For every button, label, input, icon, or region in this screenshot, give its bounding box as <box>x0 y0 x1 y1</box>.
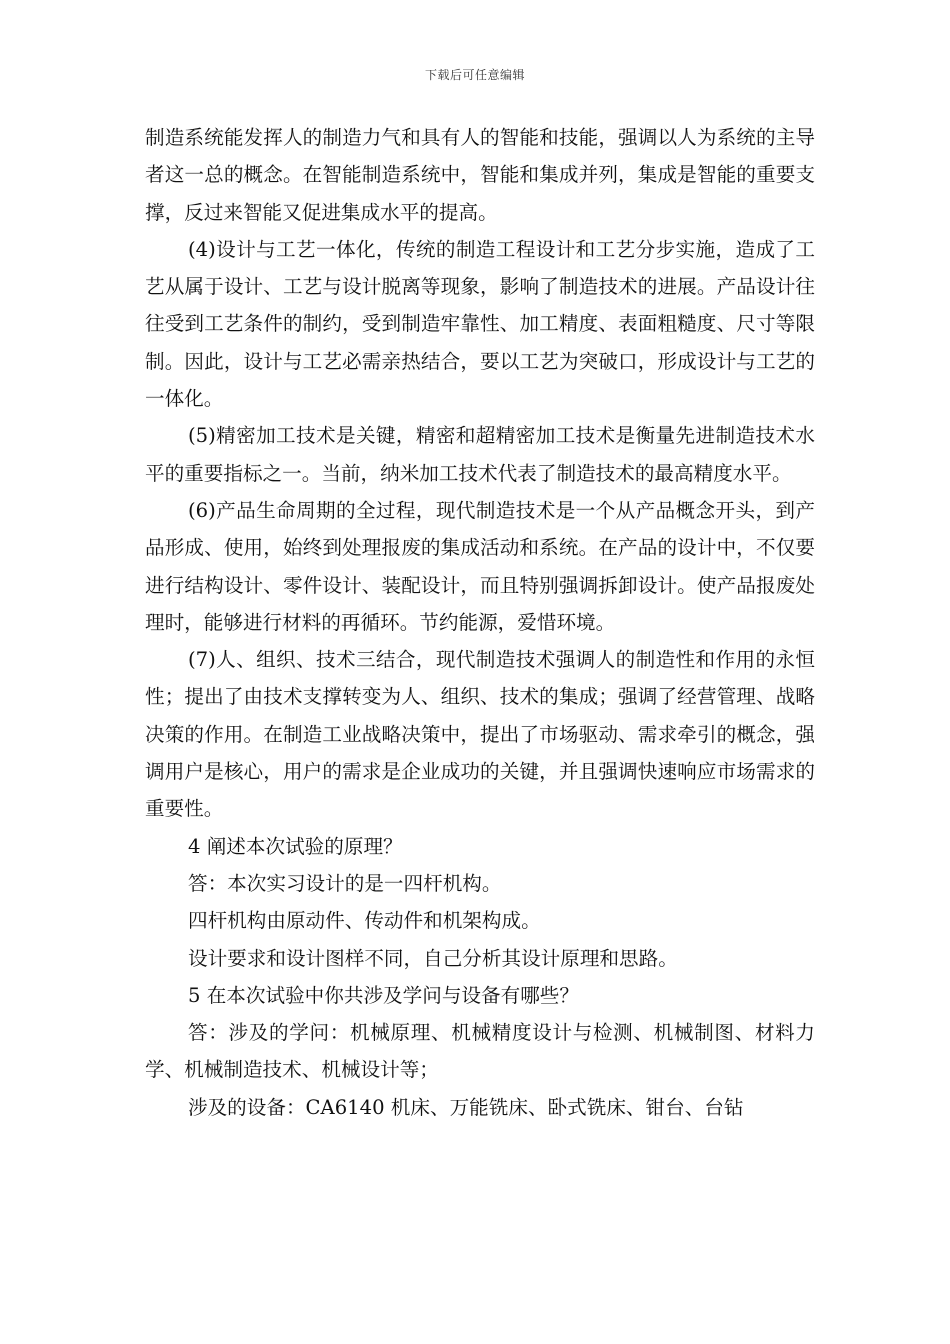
document-body <box>145 119 815 1126</box>
answer-4-line-1: 答：本次实习设计的是一四杆机构。 <box>188 871 502 895</box>
paragraph-item-7: (7)人、组织、技术三结合，现代制造技术强调人的制造性和作用的永恒性；提出了由技术支撑转变为人、组织、技术的集成；强调了经营管理、战略决策的作用。在制造工业战略决策中，提出了市场驱动、需求牵引的概念，强调用户是核心，用户的需求是企业成功的关键，并且强调快速响应市场需求的重要性。 <box>145 648 815 821</box>
answer-5-equipment: 涉及的设备：CA6140 机床、万能铣床、卧式铣床、钳台、台钻 <box>188 1095 744 1119</box>
answer-5-knowledge: 答：涉及的学问：机械原理、机械精度设计与检测、机械制图、材料力学、机械制造技术、机械设计等； <box>145 1021 815 1082</box>
paragraph-intro: 制造系统能发挥人的制造力气和具有人的智能和技能，强调以人为系统的主导者这一总的概念。在智能制造系统中，智能和集成并列，集成是智能的重要支撑，反过来智能又促进集成水平的提高。 <box>145 126 815 224</box>
answer-4-line-2: 四杆机构由原动件、传动件和机架构成。 <box>188 909 541 933</box>
question-4: 4 阐述本次试验的原理？ <box>188 834 403 858</box>
page-header: 下载后可任意编辑 <box>424 68 525 82</box>
paragraph-item-6: (6)产品生命周期的全过程，现代制造技术是一个从产品概念开头，到产品形成、使用，始终到处理报废的集成活动和系统。在产品的设计中，不仅要进行结构设计、零件设计、装配设计，而且特别强调拆卸设计。使产品报废处理时，能够进行材料的再循环。节约能源，爱惜环境。 <box>145 498 815 634</box>
paragraph-item-5: (5)精密加工技术是关键，精密和超精密加工技术是衡量先进制造技术水平的重要指标之一。当前，纳米加工技术代表了制造技术的最高精度水平。 <box>145 424 815 485</box>
question-5: 5 在本次试验中你共涉及学问与设备有哪些？ <box>188 983 579 1007</box>
answer-4-line-3: 设计要求和设计图样不同，自己分析其设计原理和思路。 <box>188 946 678 970</box>
paragraph-item-4: (4)设计与工艺一体化，传统的制造工程设计和工艺分步实施，造成了工艺从属于设计、工艺与设计脱离等现象，影响了制造技术的进展。产品设计往往受到工艺条件的制约，受到制造牢靠性、加工精度、表面粗糙度、尺寸等限制。因此，设计与工艺必需亲热结合，要以工艺为突破口，形成设计与工艺的一体化。 <box>145 237 815 411</box>
